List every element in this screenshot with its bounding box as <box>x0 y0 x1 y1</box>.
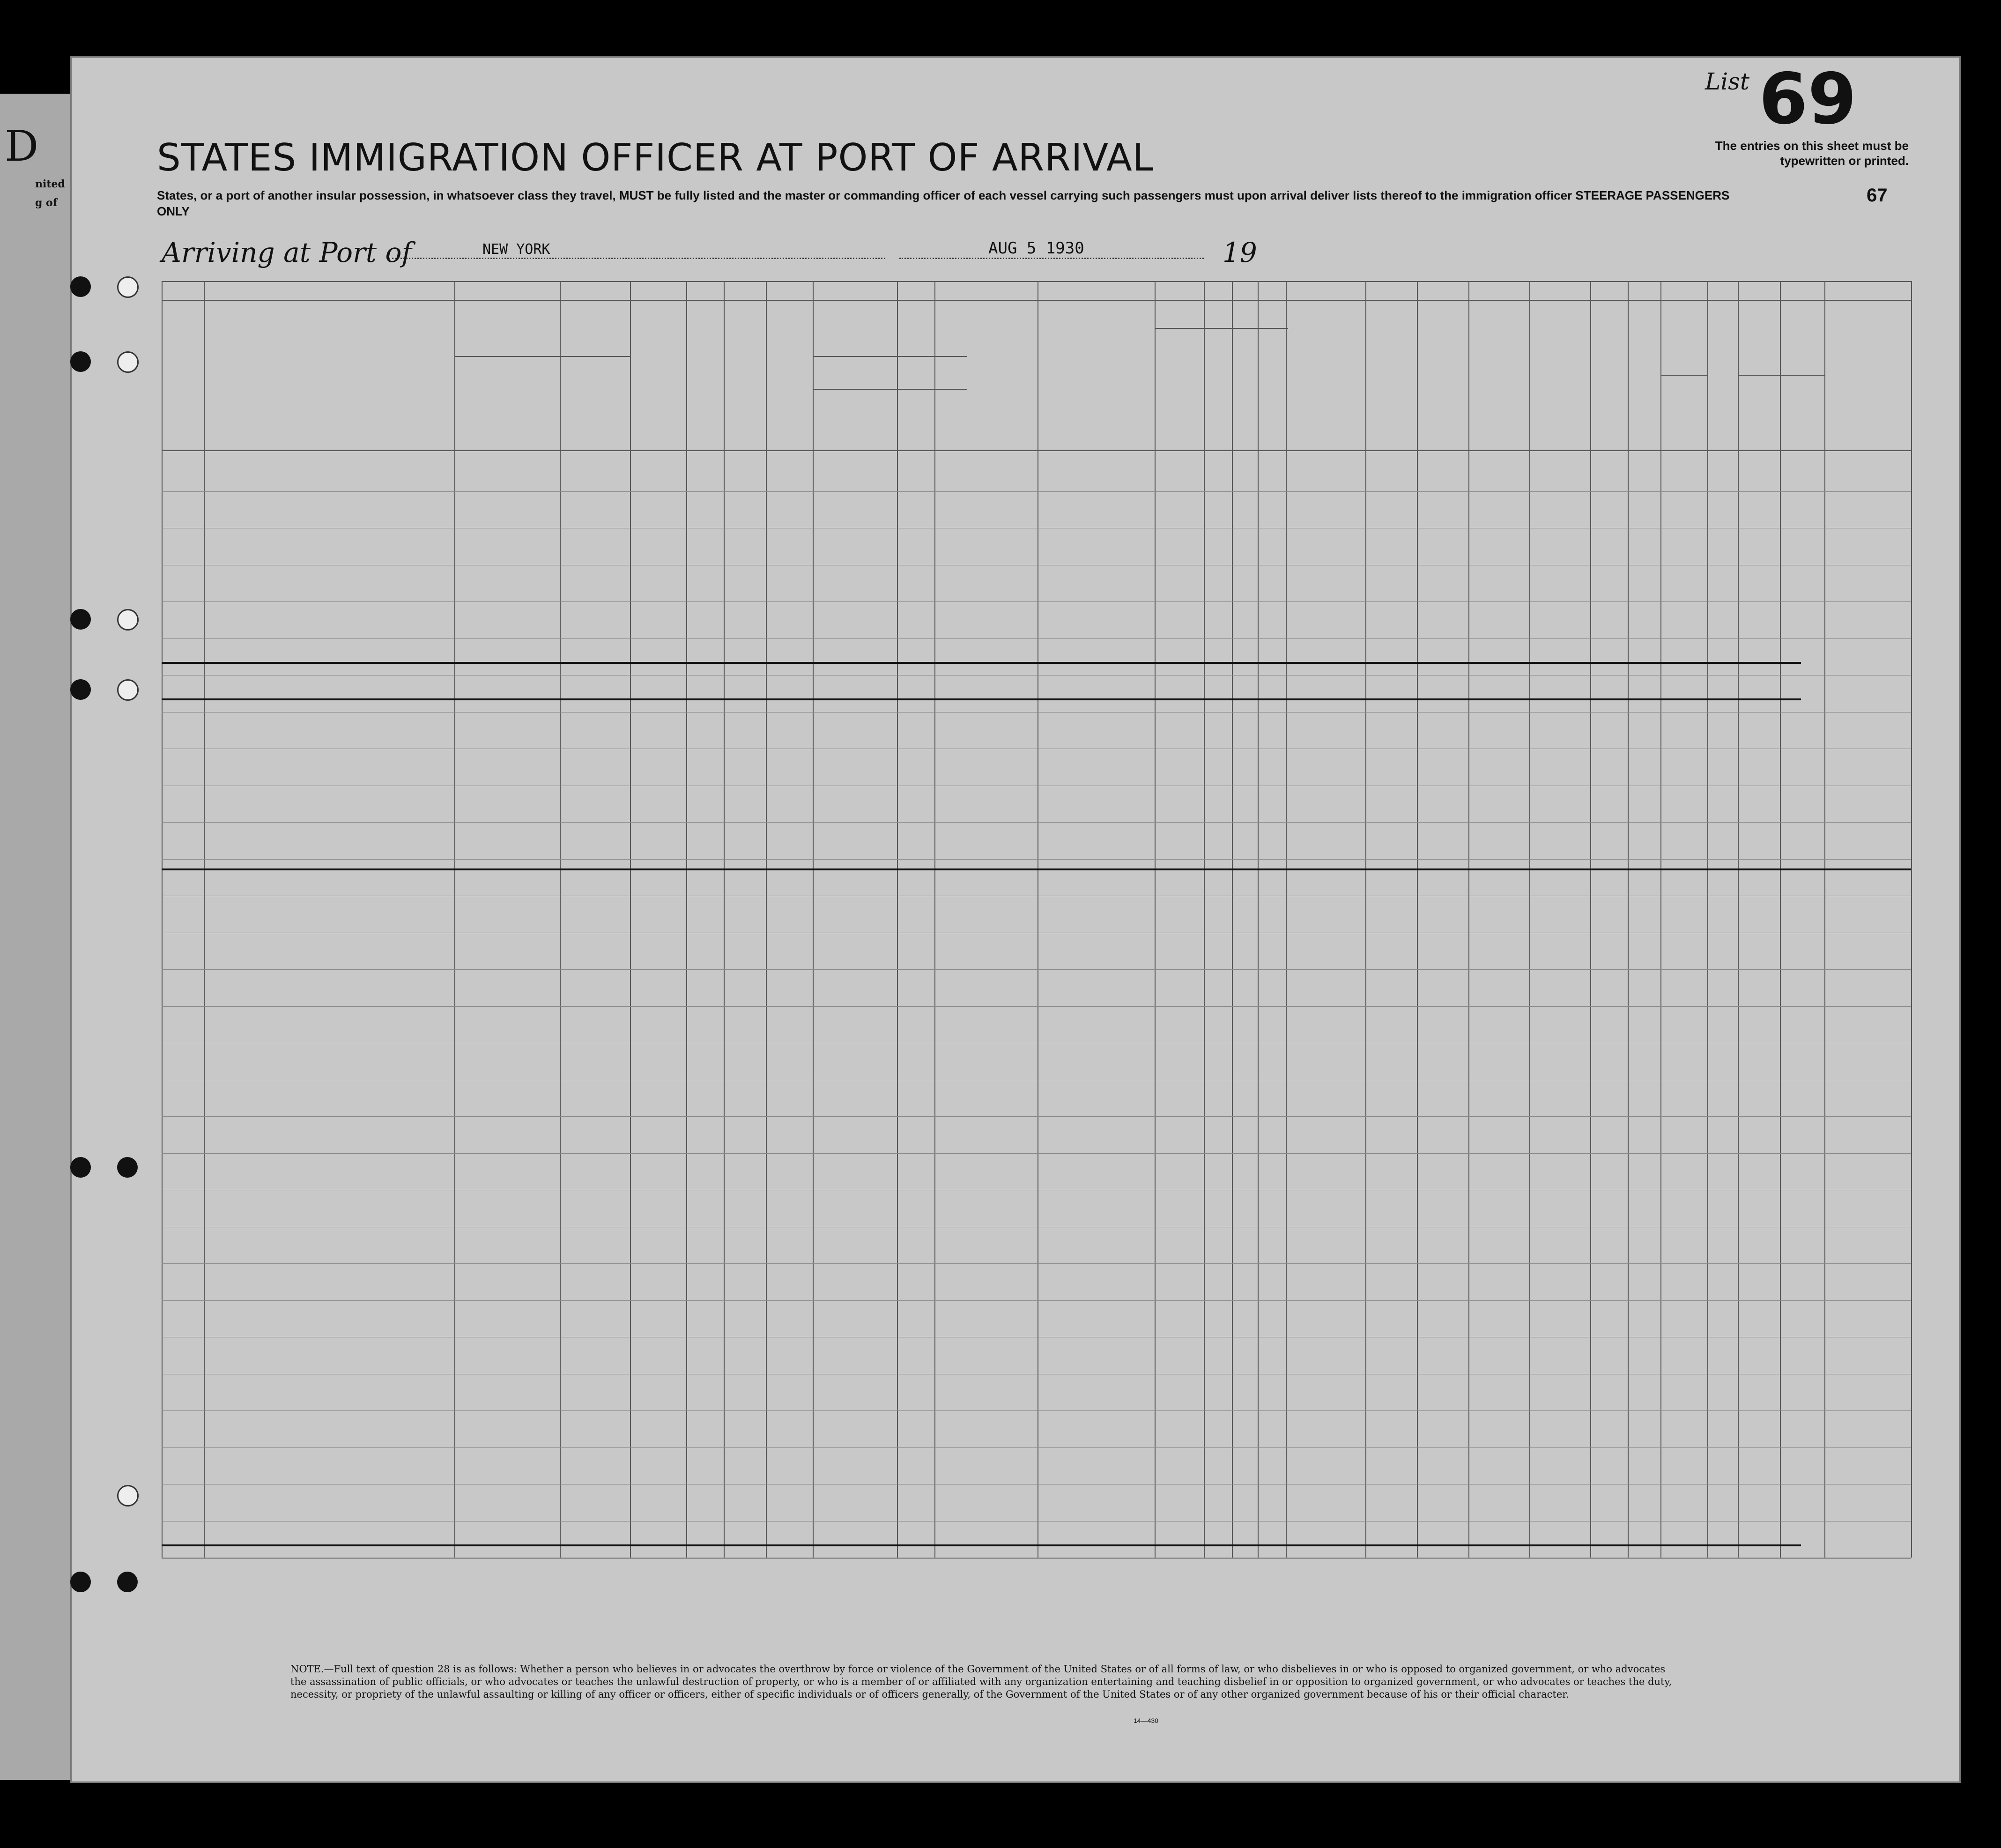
column-divider <box>162 281 163 1558</box>
row-line <box>162 822 1911 823</box>
header-subline <box>813 356 967 357</box>
form-id: 14—430 <box>1134 1717 1158 1724</box>
column-divider <box>1707 281 1708 1558</box>
left-edge-text-2: g of <box>35 197 58 209</box>
cancel-line <box>162 1544 1801 1546</box>
row-line <box>162 1006 1911 1007</box>
column-divider <box>897 281 898 1558</box>
column-divider <box>1204 281 1205 1558</box>
punch-hole <box>70 1572 91 1592</box>
date-value: AUG 5 1930 <box>988 239 1084 258</box>
column-divider <box>1258 281 1259 1558</box>
punch-hole <box>70 276 91 297</box>
cancel-line <box>162 698 1801 700</box>
cancel-line <box>162 868 1911 870</box>
row-line <box>162 1263 1911 1264</box>
port-underline <box>389 258 885 259</box>
column-divider <box>934 281 935 1558</box>
column-divider <box>1824 281 1825 1558</box>
table-colnum-line <box>162 300 1911 301</box>
punch-hole <box>117 679 139 701</box>
list-note: The entries on this sheet must be typewritten or printed. <box>1715 139 1909 168</box>
left-edge-text-1: nited <box>35 178 65 190</box>
column-divider <box>204 281 205 1558</box>
list-number: 69 <box>1759 59 1857 140</box>
page-title: STATES IMMIGRATION OFFICER AT PORT OF ARRIVAL <box>157 136 1154 179</box>
column-divider <box>454 281 455 1558</box>
column-divider <box>1417 281 1418 1558</box>
row-line <box>162 1410 1911 1411</box>
header-subline <box>1738 375 1824 376</box>
column-divider <box>1590 281 1591 1558</box>
table-top-line <box>162 281 1911 282</box>
column-divider <box>1628 281 1629 1558</box>
left-edge-letter: D <box>5 122 39 171</box>
column-divider <box>686 281 687 1558</box>
punch-hole <box>117 351 139 373</box>
page-number: 67 <box>1867 185 1888 206</box>
header-subline <box>1660 375 1707 376</box>
left-margin-strip <box>0 94 70 1780</box>
column-divider <box>560 281 561 1558</box>
punch-hole <box>70 1157 91 1178</box>
column-divider <box>1155 281 1156 1558</box>
row-line <box>162 1153 1911 1154</box>
column-divider <box>1660 281 1661 1558</box>
year-suffix: 19 <box>1223 237 1257 268</box>
header-subline <box>813 389 967 390</box>
punch-hole <box>70 609 91 630</box>
row-line <box>162 859 1911 860</box>
punch-hole <box>70 679 91 700</box>
row-line <box>162 1447 1911 1448</box>
punch-hole <box>117 276 139 298</box>
column-divider <box>1365 281 1366 1558</box>
header-subline <box>454 356 630 357</box>
table-header-bottom-line <box>162 450 1911 451</box>
punch-hole <box>117 1157 138 1178</box>
manifest-table <box>162 281 1911 1583</box>
column-divider <box>1911 281 1912 1558</box>
punch-hole <box>70 351 91 372</box>
row-line <box>162 1116 1911 1117</box>
footer-note: NOTE.—Full text of question 28 is as follows: Whether a person who believes in or advocates the overthrow by force or violence of the Government of the United States or of all forms of law, or who disbelieves in or who is opposed to organized government, or who advocates the assassination of public officials, or who advocates or teaches the unlawful destruction of property, or who is a member of or affiliated with any organization entertaining and teaching disbelief in or opposition to organized government, or who advocates or teaches the duty, necessity, or propriety of the unlawful assaulting or killing of any officer or officers, either of specific individuals or of officers generally, of the Government of the United States or of any other organized government because of his or their official character. <box>290 1663 1672 1700</box>
column-divider <box>630 281 631 1558</box>
row-line <box>162 601 1911 602</box>
punch-hole <box>117 609 139 631</box>
row-line <box>162 969 1911 970</box>
date-underline <box>899 258 1204 259</box>
column-divider <box>1286 281 1287 1558</box>
row-line <box>162 638 1911 639</box>
header-subline <box>1155 328 1288 329</box>
port-value: NEW YORK <box>482 241 550 258</box>
column-divider <box>1468 281 1469 1558</box>
column-divider <box>1780 281 1781 1558</box>
column-divider <box>1738 281 1739 1558</box>
list-label: List <box>1705 68 1749 95</box>
arriving-label: Arriving at Port of <box>162 237 412 268</box>
row-line <box>162 1300 1911 1301</box>
row-line <box>162 491 1911 492</box>
punch-hole <box>117 1485 139 1507</box>
page-subtitle: States, or a port of another insular possession, in whatsoever class they travel, MUST be fully listed and the master or commanding officer of each vessel carrying such passengers must upon arrival deliver lists thereof to the immigration officer STEERAGE PASSENGERS ONLY <box>157 188 1730 218</box>
column-divider <box>724 281 725 1558</box>
punch-hole <box>117 1572 138 1592</box>
column-divider <box>766 281 767 1558</box>
column-divider <box>1529 281 1530 1558</box>
cancel-line <box>162 662 1801 664</box>
column-divider <box>1232 281 1233 1558</box>
column-divider <box>813 281 814 1558</box>
